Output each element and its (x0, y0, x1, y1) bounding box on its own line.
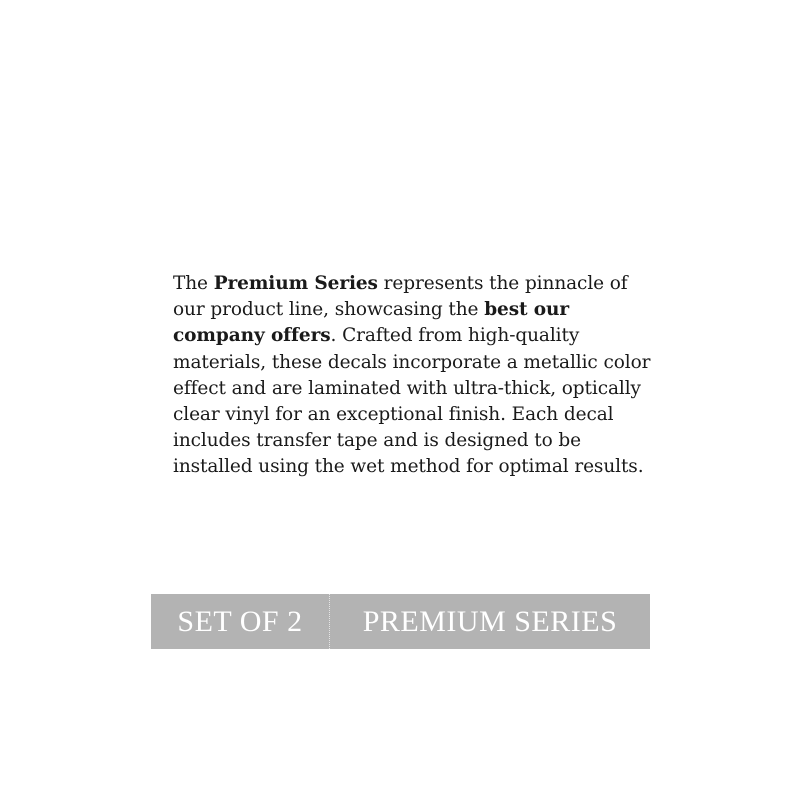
description-text-3: . Crafted from high-quality materials, these decals incorporate a metallic color effect and are laminated with ultra-thick, optically clear vinyl for an exceptional finish. Each decal includes transfer tape and is designed to be installed using the wet method for optimal results. (173, 325, 651, 478)
product-description (173, 271, 653, 481)
description-bold-offer: best our company offers (173, 299, 570, 347)
product-banner (151, 594, 650, 649)
description-text-1: The (173, 273, 214, 294)
series-name-label: PREMIUM SERIES (362, 604, 618, 638)
description-text-2: represents the pinnacle of our product line, showcasing the (173, 273, 628, 321)
description-bold-series: Premium Series (213, 273, 378, 294)
set-count-label: SET OF 2 (177, 604, 303, 638)
